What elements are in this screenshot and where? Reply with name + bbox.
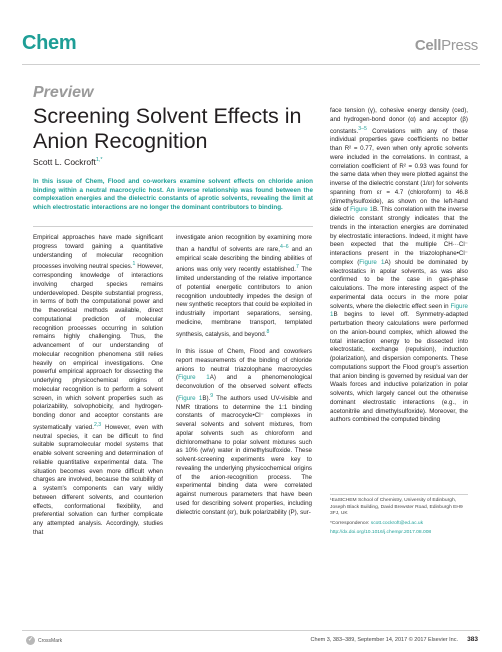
body-column-1 — [33, 234, 163, 546]
footnotes — [330, 498, 468, 540]
page-number: 383 — [467, 636, 478, 643]
abstract-divider — [33, 226, 313, 227]
crossmark-icon: ✓ — [27, 637, 34, 643]
body-text: B). — [202, 394, 211, 402]
doi-link[interactable]: http://dx.doi.org/10.1016/j.chempr.2017.08.008 — [330, 530, 432, 536]
body-column-2 — [176, 234, 312, 526]
citation-link[interactable]: 4–6 — [279, 243, 289, 250]
body-text: A) should be dominated by electrostatics in apolar solvents, as was also confirmed to be the case in gas-phase calculations. The more interesting aspect of the experimental data occurs in the more polar solvents, where the dielectric effect seen in — [330, 258, 468, 310]
publisher-logo-part2: Press — [441, 37, 478, 54]
correspondence-note — [330, 521, 468, 528]
body-text: B begins to level off. Symmetry-adapted perturbation theory calculations were performed on the anion-bound complex, which allowed the total interaction energy to be dissected into electrostatic, exchange (repulsion), induction (polarization), and dispersion components. These computations support the Flood group's assertion that anion binding is governed by residual van der Waals forces and inductive polarization in polar solvents, which largely cancel out the otherwise dominant electrostatic interactions (e.g., in acetonitrile and dimethylsulfoxide). Moreover, the authors combined the computed binding — [330, 311, 468, 424]
footnote-divider — [330, 494, 468, 495]
body-paragraph — [176, 234, 312, 339]
body-text: However, even with neutral species, it can be difficult to find suitable supramolecular model systems that enable solvent screening and determination of reliable quantitative experimental data. The situation becomes even more difficult when charges are involved, because the solubility of a system's components can vary wildly between different solvents, and counterion effects, conformational flexibility, and preferential solvation can further complicate any attempted analysis. Accordingly, studies that — [33, 423, 163, 536]
body-text: and an empirical scale describing the binding abilities of anions was only very recently established. — [176, 245, 312, 274]
crossmark-label: CrossMark — [38, 637, 63, 644]
body-paragraph — [176, 348, 312, 517]
body-text: Correlations with any of these individual properties gave coefficients no better than R² = 0.77, even when only aprotic solvents were included in the correlations. In contrast, a correlation coefficient of R² = 0.93 was found for the same data when they were plotted against the inverse of the dielectric constant (1/εr) for solvents spanning from εr = 4.7 (chloroform) to 46.8 (dimethylsulfoxide), as shown on the left-hand side of — [330, 127, 468, 214]
citation-link[interactable]: 8 — [266, 328, 270, 335]
figure-link[interactable]: Figure 1 — [359, 258, 385, 266]
figure-link[interactable]: Figure 1 — [350, 206, 373, 214]
citation-link[interactable]: 9 — [210, 392, 214, 399]
body-text: investigate anion recognition by examining more than a handful of solvents are rare, — [176, 234, 312, 253]
body-paragraph — [33, 234, 163, 538]
body-column-3 — [330, 107, 468, 434]
author-affiliation-marks[interactable]: 1,* — [95, 157, 103, 164]
email-link[interactable]: scott.cockroft@ed.ac.uk — [370, 520, 424, 526]
publisher-logo-part1: Cell — [414, 37, 442, 54]
body-text: face tension (γ), cohesive energy density (ced), and hydrogen-bond donor (α) and acceptor (β) constants. — [330, 107, 468, 135]
figure-link[interactable]: Figure 1 — [178, 394, 203, 402]
figure-link[interactable]: Figure 1 — [330, 302, 468, 319]
citation-link[interactable]: 7 — [295, 264, 299, 271]
citation-link[interactable]: 3–5 — [358, 125, 367, 132]
crossmark-badge[interactable] — [26, 636, 62, 645]
footer-divider — [22, 630, 480, 631]
author-line — [33, 157, 103, 167]
header-divider — [22, 64, 480, 65]
abstract: In this issue of Chem, Flood and co-workers examine solvent effects on chloride anion binding within a neutral macrocyclic host. An inverse relationship was found between the complexation energies and the dielectric constants of aprotic solvents, revealing the limit at which electrostatic interactions are no longer the dominant contributors to binding. — [33, 178, 313, 212]
doi-note — [330, 530, 468, 537]
body-text: In this issue of Chem, Flood and coworkers report measurements of the binding of chloride anions to neutral triazolophane macrocycles ( — [176, 348, 312, 382]
figure-link[interactable]: Figure 1 — [178, 374, 210, 382]
article-title: Screening Solvent Effects in Anion Recognition — [33, 104, 302, 153]
section-label: Preview — [33, 84, 94, 101]
body-text: However, corresponding knowledge of interactions involving charged species remains underdeveloped. Despite substantial progress, in terms of both the computational power and the theoretical methods available, direct computational prediction of molecular recognition processes occurring in solution remains highly challenging. Thus, the advancement of our understanding of molecular recognition phenomena still relies heavily on empirical investigations. One powerful empirical approach for dissecting the underlying physicochemical origins of molecular recognition is to perform a solvent screen, in which solvent properties such as polarizability, solvophobicity, and hydrogen-bonding donor and acceptor constants are systematically varied. — [33, 263, 163, 431]
body-text: The limited understanding of the relative importance of potential energetic contributors to anion recognition undoubtedly impedes the design of new synthetic receptors that could be exploited in industrially important separations, sensing, medicine, membrane transport, templated synthesis, catalysis, and beyond. — [176, 266, 312, 338]
correspondence-label: *Correspondence: — [330, 520, 371, 526]
citation-link[interactable]: 1 — [132, 261, 136, 268]
journal-citation: Chem 3, 383–389, September 14, 2017 © 2017 Elsevier Inc. — [310, 637, 458, 643]
body-text: A) and a phenomenological deconvolution of the observed solvent effects ( — [176, 374, 312, 402]
body-text: B. This correlation with the inverse dielectric constant strongly indicates that the trends in the interaction energies are dominated by electrostatic interactions. Indeed, it might have been expected that the multiple CH···Cl⁻ interactions present in the triazolophane•Cl⁻ complex ( — [330, 206, 468, 266]
author-name[interactable]: Scott L. Cockroft — [33, 157, 96, 167]
affiliation-note: ¹EaStCHEM School of Chemistry, University of Edinburgh, Joseph Black Building, David Brewster Road, Edinburgh EH9 3FJ, UK — [330, 498, 463, 517]
body-paragraph — [330, 107, 468, 425]
publisher-logo — [415, 37, 478, 54]
body-text: Empirical approaches have made significant progress toward gaining a quantitative understanding of molecular recognition processes involving neutral species. — [33, 234, 163, 271]
citation-link[interactable]: 2,3 — [93, 421, 102, 428]
journal-logo: Chem — [22, 32, 77, 54]
body-text: The authors used UV-visible and NMR titrations to determine the 1:1 binding constants of macrocycle•Cl⁻ complexes in several solvents and solvent mixtures, from apolar solvents such as chloroform and dichloromethane to polar solvent mixtures such as 10% (w/w) water in dimethylsulfoxide. These solvent-screening experiments were key to revealing the underlying physicochemical origins of the anion-recognition process. The experimental binding data were correlated against numerous parameters that have been used for describing solvent properties, including dielectric constant (εr), bulk polarizability (P), sur- — [176, 394, 312, 516]
